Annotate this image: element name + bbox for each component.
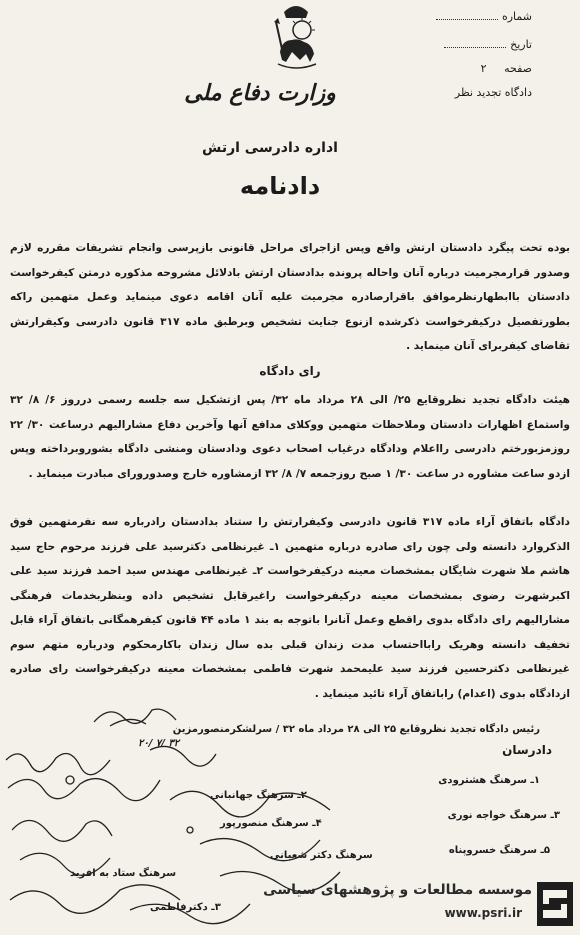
side-note-1: ۳ـ دکترفاطمی [150, 902, 221, 913]
page-field [467, 62, 532, 75]
handwritten-date: ۲۰/ ۷/ ۳۲ [138, 738, 180, 749]
page-label: صفحه [504, 62, 532, 75]
institute-logo-icon [535, 880, 575, 928]
court-label: دادگاه تجدید نظر [454, 86, 532, 99]
handwritten-signatures [0, 740, 360, 930]
verdict-paragraph: هیئت دادگاه تجدید نظروقایع ۲۵/ الی ۲۸ مرداد ماه ۳۲/ پس ازتشکیل سه جلسه رسمی درروز ۶/ ۸/ ۳۲ واستماع اظهارات دادستان وملاحظات متهمین ووکلای مدافع آنها وآخرین دفاع مشارالیهم درساعت ۳۰/ ۲۲ روزمزبورختم دادرسی رااعلام ودادگاه درغیاب اصحاب دعوی ودادستان ومنشی دادگاه بشوروبرداخته وپس ازدو ساعت مشاوره در ساعت ۳۰/ ۱ صبح روزجمعه ۷/ ۸/ ۳۲ ازمشاوره خارج وصدورورای مبادرت مینماید . [10, 394, 571, 480]
page-value: ۲ [480, 62, 487, 75]
watermark-url: www.psri.ir [444, 906, 522, 920]
ministry-name: وزارت دفاع ملی [184, 80, 336, 106]
lion-and-sun-emblem-icon [270, 2, 322, 74]
number-label: شماره [501, 10, 532, 23]
document-title: دادنامه [239, 172, 321, 200]
side-note-2: سرهنگ ستاد به افرید [70, 868, 177, 879]
watermark-name: موسسه مطالعات و پژوهشهای سیاسی [263, 882, 532, 898]
department-name: اداره دادرسی ارتش [202, 140, 338, 156]
president-line: رئیس دادگاه تجدید نظروقایع ۲۵ الی ۲۸ مرداد ماه ۳۲ / سرلشکرمنصورمزین [172, 724, 540, 735]
judge-1: ۱ـ سرهنگ هشترودی [438, 775, 540, 786]
number-field [436, 10, 532, 23]
judge-2: ۲ـ سرهنگ جهانبانی [210, 790, 307, 801]
judge-3: ۳ـ سرهنگ خواجه نوری [447, 810, 560, 821]
date-field [444, 38, 532, 51]
judges-title: دادرسان [502, 743, 552, 757]
judge-4: ۴ـ سرهنگ منصورپور [220, 818, 322, 829]
court-field [455, 86, 532, 99]
date-label: تاریخ [510, 38, 532, 51]
intro-paragraph: بوده تحت پیگرد دادستان ارتش واقع وپس ازاجرای مراحل قانونی بازپرسی وانجام تشریفات مقرره لازم وصدور قرارمجرمیت درباره آنان واحاله پرونده بدادستان ارتش بادلائل مشروحه مذکوره درمتن کیفرخواست دادستان باابطهارنظرموافق باقرارصادره مجرمیت علیه آنان اقامه دعوی مینماید وعمل متهمین راکه بطورتفصیل درکیفرخواست ذکرشده ازنوع جنایت تشخیص وبرطبق ماده ۳۱۷ قانون دادرسی وکیفرارتش تقاضای کیفربرای آنان مینماید . [10, 242, 570, 352]
judge-5: ۵ـ سرهنگ خسروپناه [448, 845, 550, 856]
judge-extra: سرهنگ دکتر شعبانی [270, 850, 373, 861]
verdict-title: رای دادگاه [259, 364, 321, 378]
ruling-paragraph: دادگاه باتفاق آراء ماده ۳۱۷ قانون دادرسی وکیفرارتش را ستناد بدادستان رادرباره سه نفرمتهمین فوق الذکروارد دانسته ولی چون رای صادره درباره متهمین ۱ـ غیرنظامی دکترسید علی فرزند مرحوم حاج سید هاشم ملا شهرت شایگان بمشخصات معینه درکیفرخواست ۲ـ غیرنظامی مهندس سید احمد فرزند سید علی اکبرشهرت رضوی بمشخصات معینه درکیفرخواست راغیرقابل تشخیص داده وبنظربخدمات فرهنگی مشارالیهم رای دادگاه بدوی راقطع وعمل آنانرا باتوجه به بند ۱ ماده ۴۴ قانون کیفرهمگانی باتفاق آراء قابل تخفیف دانسته وهریک رابااحتساب مدت زندان قبلی بده سال زندان باکارمحکوم ودرباره متهم سوم غیرنظامی دکترحسین فرزند سید علیمحمد شهرت فاطمی بمشخصات معینه درکیفرخواست رای صادره ازدادگاه بدوی (اعدام) راباتفاق آراء تائید مینماید . [10, 516, 570, 700]
